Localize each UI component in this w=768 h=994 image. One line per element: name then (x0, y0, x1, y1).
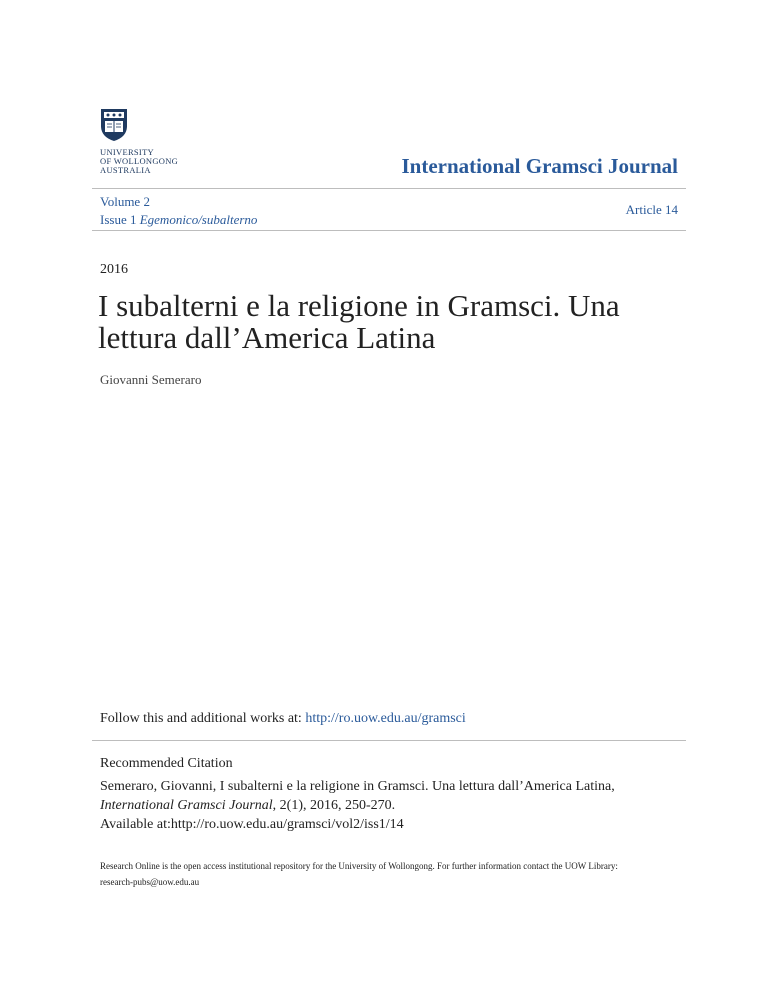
available-prefix: Available at: (100, 817, 171, 832)
logo-line: UNIVERSITY (100, 147, 154, 157)
available-url[interactable]: http://ro.uow.edu.au/gramsci/vol2/iss1/14 (170, 817, 404, 832)
volume-info (100, 193, 257, 229)
citation-heading: Recommended Citation (100, 756, 233, 771)
logo-line: AUSTRALIA (100, 165, 151, 175)
publication-year: 2016 (100, 262, 128, 277)
citation-available (100, 815, 690, 834)
follow-link[interactable]: http://ro.uow.edu.au/gramsci (305, 711, 466, 726)
article-number (626, 202, 678, 218)
logo-wordmark (100, 148, 200, 175)
logo-line: OF WOLLONGONG (100, 156, 179, 166)
citation-line: Semeraro, Giovanni, I subalterni e la religione in Gramsci. Una lettura dall’America Latina, (100, 779, 615, 794)
citation-journal: International Gramsci Journal (100, 798, 273, 813)
repository-footer (100, 858, 680, 890)
recommended-citation (100, 754, 690, 834)
article-link[interactable]: Article 14 (625, 202, 678, 217)
author-name: Giovanni Semeraro (100, 372, 202, 387)
footer-text: Research Online is the open access institutional repository for the University of Wollongong. For further information contact the UOW Library: (100, 861, 618, 871)
follow-text: Follow this and additional works at: (100, 711, 302, 726)
divider (92, 230, 686, 231)
volume-link[interactable]: Volume 2 (100, 194, 150, 209)
follow-line (100, 711, 466, 727)
journal-title-link[interactable]: International Gramsci Journal (401, 154, 678, 178)
footer-email[interactable]: research-pubs@uow.edu.au (100, 877, 200, 887)
university-crest-icon (100, 108, 128, 142)
citation-journal-line (100, 796, 690, 815)
university-logo (100, 108, 200, 175)
issue-link[interactable]: Egemonico/subalterno (139, 212, 258, 227)
issue-prefix: Issue 1 (100, 212, 137, 227)
citation-details: , 2(1), 2016, 250-270. (272, 798, 396, 813)
divider (92, 188, 686, 189)
divider (92, 740, 686, 741)
paper-title: I subalterni e la religione in Gramsci. Una lettura dall’America Latina (98, 288, 620, 355)
